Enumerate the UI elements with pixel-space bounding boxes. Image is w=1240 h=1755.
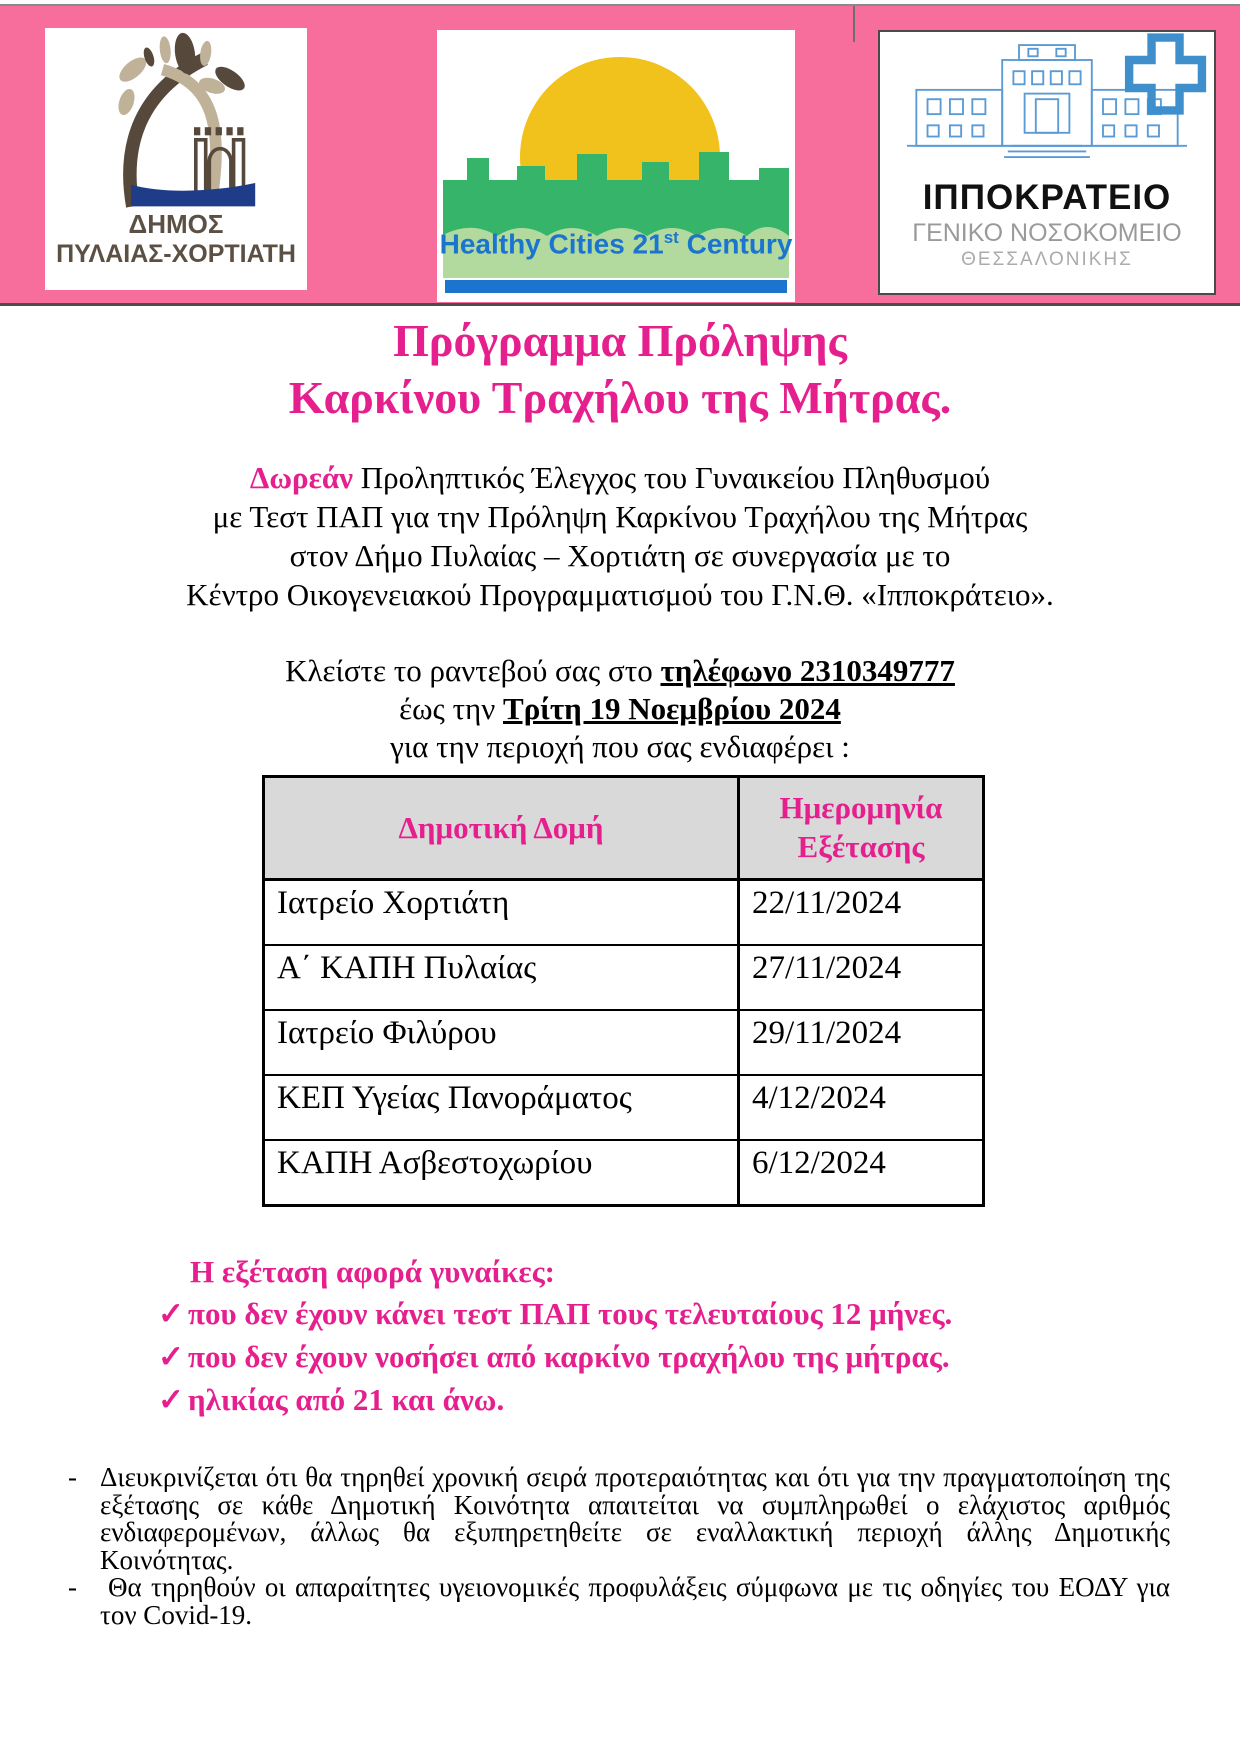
healthy-cities-caption [437,228,795,260]
appointment-line1-prefix: Κλείστε το ραντεβού σας στο [285,653,661,688]
municipality-tree-icon [76,30,276,210]
table-row [264,1140,984,1206]
table-header-row [264,777,984,880]
eligibility-heading: Η εξέταση αφορά γυναίκες: [190,1254,555,1289]
schedule-table [262,775,985,1207]
table-row [264,880,984,946]
date-cell: 4/12/2024 [739,1075,984,1140]
place-cell: Α΄ ΚΑΠΗ Πυλαίας [264,945,739,1010]
eligibility-item [158,1378,1158,1421]
header-vertical-rule [853,6,855,42]
dash-bullet: - [68,1462,77,1492]
hospital-logo [878,30,1216,295]
page-title-line1: Πρόγραμμα Πρόληψης [393,315,847,366]
hospital-city: ΘΕΣΣΑΛΟΝΙΚΗΣ [961,248,1133,270]
healthy-cities-caption-sup: st [663,228,679,247]
municipality-logo [45,28,307,290]
healthy-cities-caption-part2: Century [678,228,793,260]
healthy-cities-caption-part1: Healthy Cities 21 [439,228,664,260]
date-cell: 6/12/2024 [739,1140,984,1206]
hospital-building-icon [887,32,1207,172]
appointment-line2 [0,690,1240,728]
place-cell: Ιατρείο Χορτιάτη [264,880,739,946]
footnotes [68,1464,1170,1629]
date-cell: 29/11/2024 [739,1010,984,1075]
eligibility-item-text: που δεν έχουν κάνει τεστ ΠΑΠ τους τελευταίους 12 μήνες. [188,1296,953,1331]
place-cell: Ιατρείο Φιλύρου [264,1010,739,1075]
dash-bullet: - [68,1572,77,1602]
place-cell: ΚΑΠΗ Ασβεστοχωρίου [264,1140,739,1206]
hospital-subtitle: ΓΕΝΙΚΟ ΝΟΣΟΚΟΜΕΙΟ [912,218,1182,247]
healthy-cities-icon [437,30,795,302]
intro-line1 [0,458,1240,497]
intro-line2: με Τεστ ΠΑΠ για την Πρόληψη Καρκίνου Τραχήλου της Μήτρας [212,499,1028,534]
appointment-line2-prefix: έως την [399,691,504,726]
municipality-name-line2: ΠΥΛΑΙΑΣ-ΧΟΡΤΙΑΤΗ [56,239,296,268]
municipality-name [45,210,307,269]
column-header-date [739,777,984,880]
eligibility-item [158,1292,1158,1335]
footnote-item [68,1464,1170,1574]
healthy-cities-logo [437,30,795,302]
footnote-text: Διευκρινίζεται ότι θα τηρηθεί χρονική σειρά προτεραιότητας και ότι για την πραγματοποίηση της εξέτασης σε κάθε Δημοτική Κοινότητα απαιτείται να συμπληρωθεί ο ελάχιστος αριθμός ενδιαφερομένων, άλλως θα εξυπηρετηθείτε σε εναλλακτική περιοχή άλλης Δημοτικής Κοινότητας. [100,1462,1170,1575]
checkmark-icon: ✓ [158,1296,184,1331]
appointment-line3: για την περιοχή που σας ενδιαφέρει : [390,729,850,764]
footnote-text: Θα τηρηθούν οι απαραίτητες υγειονομικές προφυλάξεις σύμφωνα με τις οδηγίες του ΕΟΔΥ για τον Covid-19. [100,1572,1170,1630]
appointment-block [0,652,1240,766]
appointment-deadline: Τρίτη 19 Νοεμβρίου 2024 [503,691,841,726]
appointment-line1 [0,652,1240,690]
band-bottom-rule [0,303,1240,306]
footnote-item [68,1574,1170,1629]
intro-line1-rest: Προληπτικός Έλεγχος του Γυναικείου Πληθυσμού [353,460,991,495]
table-row [264,1075,984,1140]
free-label: Δωρεάν [249,460,353,495]
intro-paragraph [0,458,1240,614]
page-title-line2: Καρκίνου Τραχήλου της Μήτρας. [288,372,952,423]
hospital-name: ΙΠΠΟΚΡΑΤΕΙΟ [922,178,1172,217]
eligibility-section [158,1252,1158,1421]
municipality-name-line1: ΔΗΜΟΣ [128,209,224,239]
date-cell: 22/11/2024 [739,880,984,946]
intro-line4: Κέντρο Οικογενειακού Προγραμματισμού του Γ.Ν.Θ. «Ιπποκράτειο». [186,577,1054,612]
column-header-date-line1: Ημερομηνία [779,790,943,826]
place-cell: ΚΕΠ Υγείας Πανοράματος [264,1075,739,1140]
checkmark-icon: ✓ [158,1339,184,1374]
eligibility-item-text: ηλικίας από 21 και άνω. [188,1382,505,1417]
intro-line3: στον Δήμο Πυλαίας – Χορτιάτη σε συνεργασία με το [289,538,951,573]
table-row [264,1010,984,1075]
table-row [264,945,984,1010]
date-cell: 27/11/2024 [739,945,984,1010]
checkmark-icon: ✓ [158,1382,184,1417]
eligibility-item-text: που δεν έχουν νοσήσει από καρκίνο τραχήλου της μήτρας. [188,1339,950,1374]
appointment-phone: τηλέφωνο 2310349777 [660,653,955,688]
column-header-place: Δημοτική Δομή [264,777,739,880]
page-title [0,312,1240,426]
eligibility-item [158,1335,1158,1378]
column-header-date-line2: Εξέτασης [797,829,925,864]
